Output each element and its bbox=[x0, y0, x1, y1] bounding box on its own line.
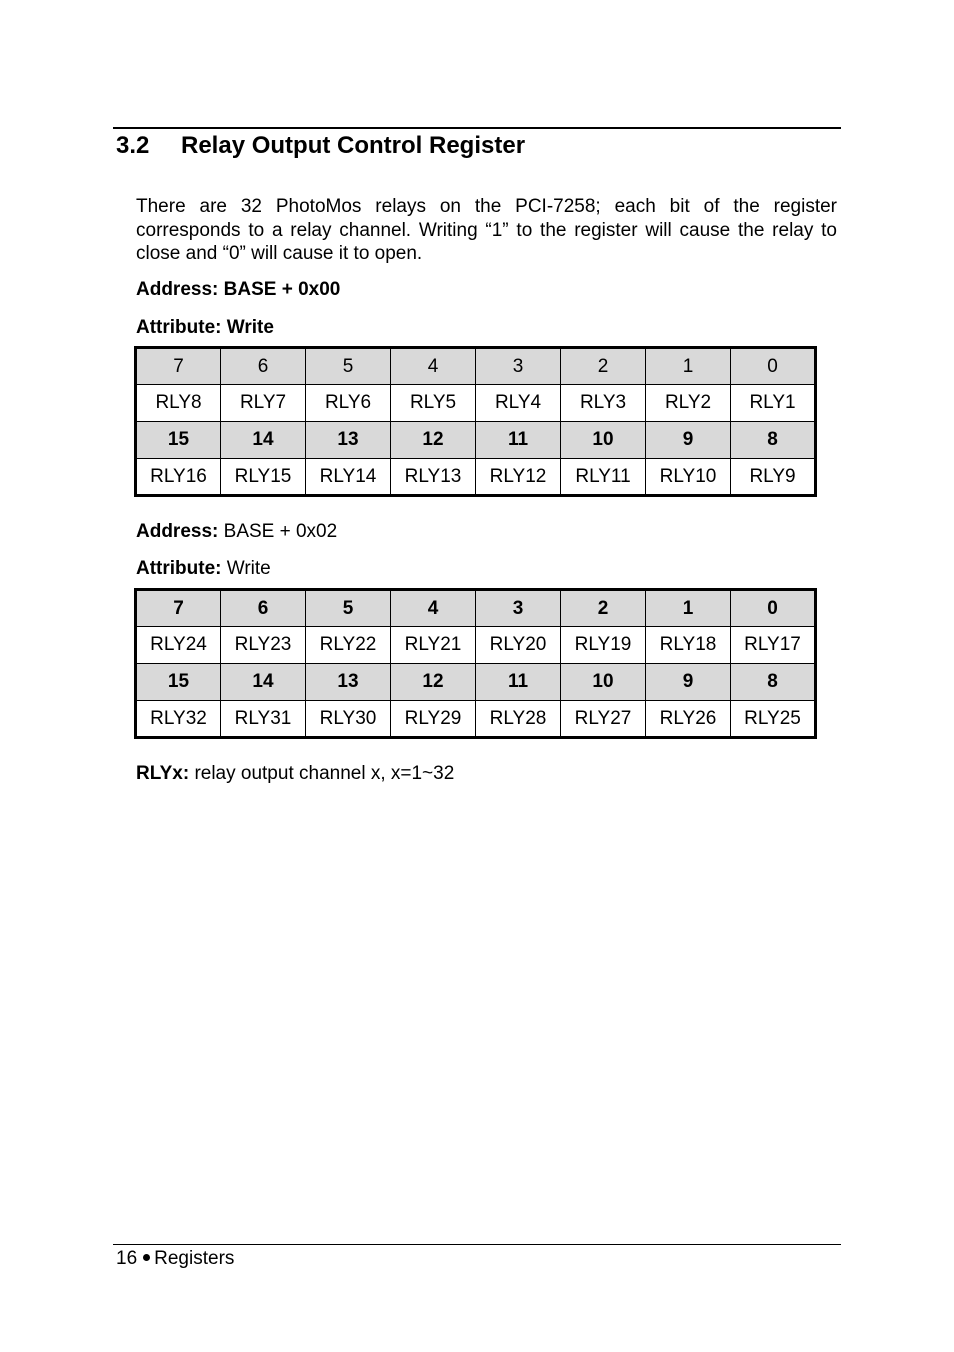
bit-cell: 3 bbox=[476, 348, 561, 385]
bit-cell: 8 bbox=[731, 422, 816, 459]
reg0-attribute-value: Write bbox=[226, 317, 274, 338]
relay-cell: RLY26 bbox=[646, 701, 731, 738]
bit-cell: 8 bbox=[731, 664, 816, 701]
bit-cell: 15 bbox=[136, 664, 221, 701]
reg1-name-row-high bbox=[136, 701, 816, 738]
bit-cell: 7 bbox=[136, 590, 221, 627]
relay-cell: RLY10 bbox=[646, 459, 731, 496]
bit-cell: 13 bbox=[306, 664, 391, 701]
relay-cell: RLY20 bbox=[476, 627, 561, 664]
section-title: Relay Output Control Register bbox=[181, 132, 526, 159]
relay-cell: RLY16 bbox=[136, 459, 221, 496]
relay-cell: RLY2 bbox=[646, 385, 731, 422]
bit-cell: 2 bbox=[561, 348, 646, 385]
bit-cell: 5 bbox=[306, 590, 391, 627]
relay-cell: RLY22 bbox=[306, 627, 391, 664]
relay-cell: RLY1 bbox=[731, 385, 816, 422]
relay-cell: RLY15 bbox=[221, 459, 306, 496]
relay-cell: RLY19 bbox=[561, 627, 646, 664]
bit-cell: 11 bbox=[476, 664, 561, 701]
bit-cell: 1 bbox=[646, 348, 731, 385]
footer-section: Registers bbox=[154, 1248, 235, 1269]
relay-cell: RLY29 bbox=[391, 701, 476, 738]
reg1-bit-row-high bbox=[136, 664, 816, 701]
section-heading bbox=[116, 132, 525, 160]
relay-cell: RLY30 bbox=[306, 701, 391, 738]
bit-cell: 7 bbox=[136, 348, 221, 385]
bit-cell: 4 bbox=[391, 348, 476, 385]
relay-cell: RLY13 bbox=[391, 459, 476, 496]
relay-cell: RLY8 bbox=[136, 385, 221, 422]
reg1-attribute bbox=[136, 558, 271, 580]
reg0-attribute-label: Attribute: bbox=[136, 317, 222, 338]
reg1-attribute-label: Attribute: bbox=[136, 558, 222, 579]
reg0-address bbox=[136, 279, 340, 301]
relay-cell: RLY18 bbox=[646, 627, 731, 664]
bit-cell: 14 bbox=[221, 422, 306, 459]
bottom-rule bbox=[113, 1244, 841, 1245]
bit-cell: 11 bbox=[476, 422, 561, 459]
reg1-name-row-low bbox=[136, 627, 816, 664]
reg1-address-value: BASE + 0x02 bbox=[223, 521, 338, 542]
page-number: 16 bbox=[116, 1248, 138, 1269]
bit-cell: 9 bbox=[646, 664, 731, 701]
top-rule bbox=[113, 127, 841, 129]
bit-cell: 14 bbox=[221, 664, 306, 701]
relay-cell: RLY7 bbox=[221, 385, 306, 422]
bit-cell: 9 bbox=[646, 422, 731, 459]
intro-paragraph: There are 32 PhotoMos relays on the PCI-7258; each bit of the register corresponds to a relay channel. Writing “1” to the register will cause the relay to close and “0” will cause it to open. bbox=[136, 196, 837, 264]
bit-cell: 12 bbox=[391, 664, 476, 701]
relay-cell: RLY11 bbox=[561, 459, 646, 496]
relay-cell: RLY25 bbox=[731, 701, 816, 738]
reg1-address bbox=[136, 521, 337, 543]
rlyx-note bbox=[136, 763, 454, 785]
rlyx-note-label: RLYx: bbox=[136, 763, 190, 784]
bit-cell: 15 bbox=[136, 422, 221, 459]
reg0-attribute bbox=[136, 317, 274, 339]
relay-cell: RLY9 bbox=[731, 459, 816, 496]
reg0-address-value: BASE + 0x00 bbox=[223, 279, 341, 300]
relay-cell: RLY28 bbox=[476, 701, 561, 738]
reg0-name-row-low bbox=[136, 385, 816, 422]
reg0-address-label: Address: bbox=[136, 279, 219, 300]
bullet-icon bbox=[143, 1254, 150, 1261]
reg1-attribute-value: Write bbox=[226, 558, 271, 579]
reg1-address-label: Address: bbox=[136, 521, 219, 542]
bit-cell: 12 bbox=[391, 422, 476, 459]
relay-cell: RLY12 bbox=[476, 459, 561, 496]
reg1-bit-row-low bbox=[136, 590, 816, 627]
bit-cell: 10 bbox=[561, 422, 646, 459]
bit-cell: 3 bbox=[476, 590, 561, 627]
section-number: 3.2 bbox=[116, 132, 150, 159]
bit-cell: 13 bbox=[306, 422, 391, 459]
relay-cell: RLY6 bbox=[306, 385, 391, 422]
bit-cell: 6 bbox=[221, 590, 306, 627]
relay-cell: RLY3 bbox=[561, 385, 646, 422]
relay-cell: RLY32 bbox=[136, 701, 221, 738]
relay-cell: RLY5 bbox=[391, 385, 476, 422]
reg0-table bbox=[134, 346, 817, 497]
bit-cell: 6 bbox=[221, 348, 306, 385]
reg0-bit-row-high bbox=[136, 422, 816, 459]
bit-cell: 10 bbox=[561, 664, 646, 701]
reg1-table bbox=[134, 588, 817, 739]
reg0-bit-row-low bbox=[136, 348, 816, 385]
relay-cell: RLY23 bbox=[221, 627, 306, 664]
bit-cell: 5 bbox=[306, 348, 391, 385]
reg0-name-row-high bbox=[136, 459, 816, 496]
relay-cell: RLY27 bbox=[561, 701, 646, 738]
relay-cell: RLY31 bbox=[221, 701, 306, 738]
relay-cell: RLY21 bbox=[391, 627, 476, 664]
relay-cell: RLY14 bbox=[306, 459, 391, 496]
relay-cell: RLY4 bbox=[476, 385, 561, 422]
page-footer bbox=[116, 1248, 234, 1270]
bit-cell: 0 bbox=[731, 590, 816, 627]
bit-cell: 0 bbox=[731, 348, 816, 385]
relay-cell: RLY17 bbox=[731, 627, 816, 664]
rlyx-note-text: relay output channel x, x=1~32 bbox=[194, 763, 455, 784]
bit-cell: 2 bbox=[561, 590, 646, 627]
bit-cell: 1 bbox=[646, 590, 731, 627]
bit-cell: 4 bbox=[391, 590, 476, 627]
relay-cell: RLY24 bbox=[136, 627, 221, 664]
